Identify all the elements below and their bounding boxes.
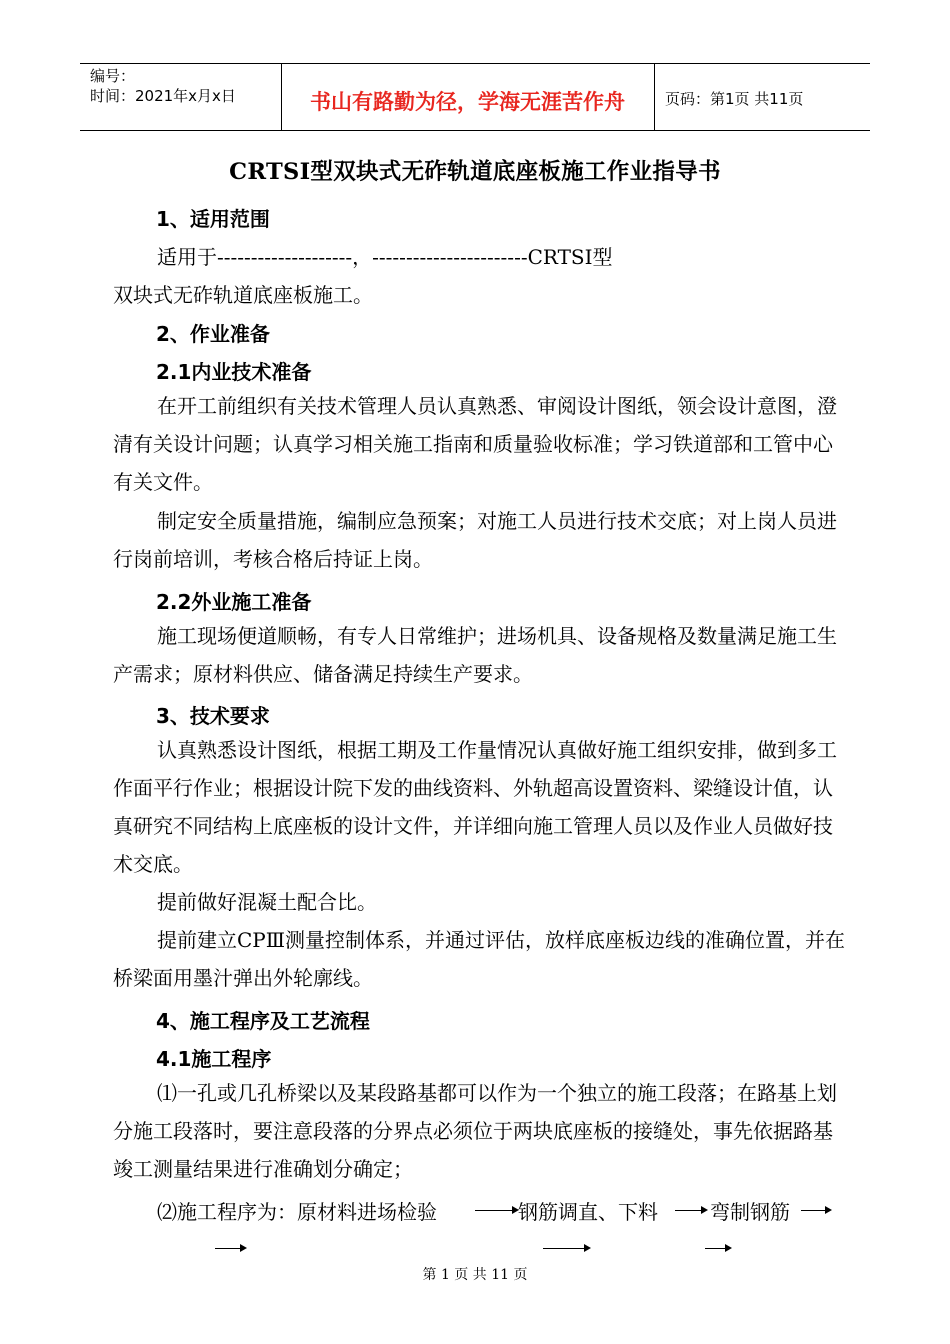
header-divider-right — [654, 63, 655, 130]
section-4-heading: 4、施工程序及工艺流程 — [156, 1009, 370, 1033]
flow-arrow-6 — [705, 1248, 726, 1249]
section-2-1-paragraph-2-text: 制定安全质量措施，编制应急预案；对施工人员进行技术交底；对上岗人员进行岗前培训，考核合格后持证上岗。 — [113, 509, 837, 571]
section-2-2-heading: 2.2外业施工准备 — [156, 590, 312, 614]
section-3-paragraph-2 — [113, 883, 848, 921]
section-2-1-paragraph-2 — [113, 502, 848, 578]
flow-step-1: ⑵施工程序为：原材料进场检验 — [157, 1200, 437, 1224]
section-1-paragraph-line2: 双块式无砟轨道底座板施工。 — [113, 283, 373, 307]
header-top-rule — [80, 63, 870, 64]
section-1-paragraph-line1: 适用于--------------------，-----------------------CRTSⅠ型 — [157, 245, 613, 269]
section-3-paragraph-3-text: 提前建立CPⅢ测量控制体系，并通过评估，放样底座板边线的准确位置，并在桥梁面用墨汁弹出外轮廓线。 — [113, 928, 846, 990]
flow-step-2: 钢筋调直、下料 — [518, 1200, 658, 1224]
section-2-1-paragraph-1 — [113, 387, 848, 501]
flow-arrow-2 — [675, 1210, 702, 1211]
section-3-paragraph-1 — [113, 731, 848, 883]
section-4-1-paragraph-1 — [113, 1074, 848, 1188]
section-2-2-paragraph — [113, 617, 848, 693]
section-3-paragraph-3 — [113, 921, 848, 997]
footer-page-number: 第 1 页 共 11 页 — [422, 1267, 528, 1283]
section-2-heading: 2、作业准备 — [156, 322, 270, 346]
header-bottom-rule — [80, 130, 870, 131]
section-2-1-heading: 2.1内业技术准备 — [156, 360, 312, 384]
flow-arrow-5 — [543, 1248, 585, 1249]
section-2-1-paragraph-1-text: 在开工前组织有关技术管理人员认真熟悉、审阅设计图纸，领会设计意图，澄清有关设计问题；认真学习相关施工指南和质量验收标准；学习铁道部和工管中心有关文件。 — [113, 394, 837, 494]
flow-arrow-3 — [801, 1210, 826, 1211]
header-number-label: 编号： — [90, 67, 136, 85]
section-3-paragraph-2-text: 提前做好混凝土配合比。 — [157, 890, 377, 914]
header-motto: 书山有路勤为径，学海无涯苦作舟 — [310, 90, 625, 114]
flow-arrow-4 — [215, 1248, 241, 1249]
section-3-heading: 3、技术要求 — [156, 704, 270, 728]
section-2-2-paragraph-text: 施工现场便道顺畅，有专人日常维护；进场机具、设备规格及数量满足施工生产需求；原材料供应、储备满足持续生产要求。 — [113, 624, 837, 686]
flow-arrow-1 — [475, 1210, 513, 1211]
section-4-1-heading: 4.1施工程序 — [156, 1047, 272, 1071]
header-page-info: 页码：第1页 共11页 — [665, 90, 804, 108]
header-meta — [90, 66, 236, 106]
flow-step-3: 弯制钢筋 — [710, 1200, 790, 1224]
section-1-heading: 1、适用范围 — [156, 207, 270, 231]
document-title: CRTSⅠ型双块式无砟轨道底座板施工作业指导书 — [229, 159, 721, 185]
header-time-label: 时间：2021年x月x日 — [90, 87, 236, 105]
section-3-paragraph-1-text: 认真熟悉设计图纸，根据工期及工作量情况认真做好施工组织安排，做到多工作面平行作业；根据设计院下发的曲线资料、外轨超高设置资料、梁缝设计值，认真研究不同结构上底座板的设计文件，并详细向施工管理人员以及作业人员做好技术交底。 — [113, 738, 837, 876]
section-4-1-paragraph-1-text: ⑴一孔或几孔桥梁以及某段路基都可以作为一个独立的施工段落；在路基上划分施工段落时，要注意段落的分界点必须位于两块底座板的接缝处，事先依据路基竣工测量结果进行准确划分确定； — [113, 1081, 837, 1181]
